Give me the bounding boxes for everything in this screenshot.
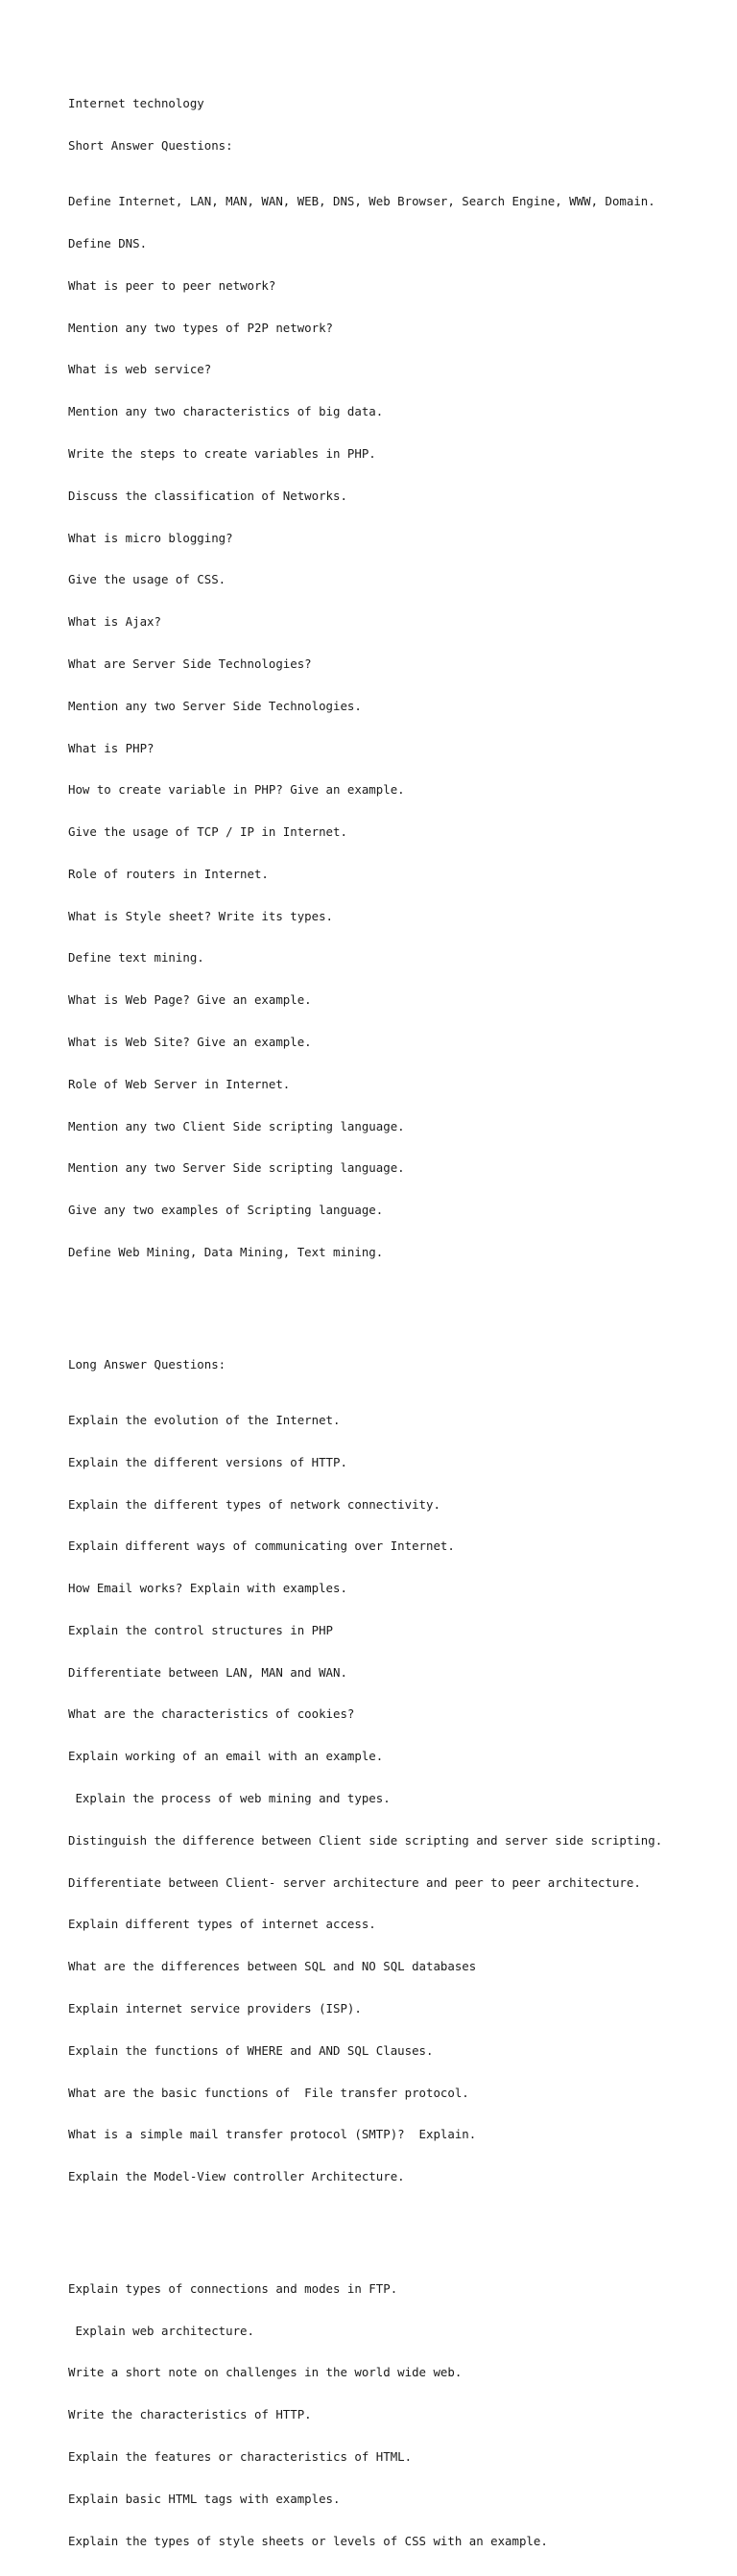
short-question: Write the steps to create variables in PHP. — [68, 446, 376, 462]
long-question: Explain the Model-View controller Architecture. — [68, 2169, 405, 2184]
short-question: Define DNS. — [68, 236, 148, 251]
short-question: Discuss the classification of Networks. — [68, 488, 347, 503]
long-question: Explain the evolution of the Internet. — [68, 1413, 341, 1427]
short-question: What is micro blogging? — [68, 530, 233, 545]
short-question: What is Web Page? Give an example. — [68, 992, 312, 1008]
long-question: Differentiate between Client- server architecture and peer to peer architecture. — [68, 1874, 641, 1890]
short-question: Role of routers in Internet. — [68, 866, 269, 881]
long-question: Explain internet service providers (ISP). — [68, 2000, 362, 2015]
long-question: What is a simple mail transfer protocol (SMTP)? Explain. — [68, 2127, 477, 2142]
short-question: What is Web Site? Give an example. — [68, 1034, 312, 1049]
short-question: Define Internet, LAN, MAN, WAN, WEB, DNS, Web Browser, Search Engine, WWW, Domain. — [68, 194, 655, 209]
long-question: Differentiate between LAN, MAN and WAN. — [68, 1664, 347, 1680]
long-question-extra: Explain web architecture. — [68, 2323, 254, 2338]
long-question-extra: Explain types of connections and modes in FTP. — [68, 2280, 398, 2296]
long-question-extra: Explain the types of style sheets or levels of CSS with an example. — [68, 2533, 548, 2548]
short-question: Mention any two characteristics of big data. — [68, 404, 384, 419]
long-question: Explain different types of internet access. — [68, 1917, 376, 1932]
short-question: What is web service? — [68, 362, 212, 377]
blank-line — [68, 2226, 730, 2240]
long-question: What are the basic functions of File transfer protocol. — [68, 2085, 469, 2100]
short-question: Define Web Mining, Data Mining, Text mining. — [68, 1244, 384, 1259]
blank-line — [68, 1301, 730, 1316]
long-question-extra: Explain the features or characteristics of HTML. — [68, 2448, 413, 2464]
long-question: Explain the different versions of HTTP. — [68, 1454, 347, 1469]
short-question: Role of Web Server in Internet. — [68, 1076, 291, 1091]
long-question: Explain the control structures in PHP — [68, 1622, 334, 1637]
long-question: What are the differences between SQL and NO SQL databases — [68, 1959, 477, 1974]
long-question: How Email works? Explain with examples. — [68, 1581, 347, 1596]
short-question: Mention any two Client Side scripting language. — [68, 1118, 405, 1133]
long-question: Explain different ways of communicating over Internet. — [68, 1538, 455, 1554]
short-question: Mention any two types of P2P network? — [68, 320, 334, 335]
short-question: What is Style sheet? Write its types. — [68, 908, 334, 923]
short-question: What is peer to peer network? — [68, 277, 276, 293]
long-question: Explain the functions of WHERE and AND SQL Clauses. — [68, 2042, 434, 2058]
short-question: What are Server Side Technologies? — [68, 656, 312, 671]
long-question: Distinguish the difference between Client side scripting and server side scripting. — [68, 1832, 663, 1848]
long-question: Explain the different types of network connectivity. — [68, 1496, 440, 1512]
short-answer-heading: Short Answer Questions: — [68, 137, 233, 153]
long-question: Explain the process of web mining and types. — [68, 1791, 391, 1806]
document-title: Internet technology — [68, 96, 204, 111]
document-content — [68, 69, 730, 2576]
short-question: Give any two examples of Scripting language. — [68, 1203, 384, 1218]
short-question: Give the usage of CSS. — [68, 572, 226, 587]
short-question: Mention any two Server Side scripting language. — [68, 1160, 405, 1176]
short-question: Define text mining. — [68, 950, 204, 966]
long-answer-heading: Long Answer Questions: — [68, 1356, 226, 1371]
long-question: What are the characteristics of cookies? — [68, 1706, 355, 1722]
long-question: Explain working of an email with an example. — [68, 1749, 384, 1764]
long-question-extra: Write a short note on challenges in the world wide web. — [68, 2365, 463, 2380]
short-question: Mention any two Server Side Technologies. — [68, 698, 362, 713]
long-question-extra: Explain basic HTML tags with examples. — [68, 2491, 341, 2506]
short-question: What is Ajax? — [68, 614, 161, 630]
short-question: What is PHP? — [68, 740, 155, 755]
long-question-extra: Write the characteristics of HTTP. — [68, 2407, 312, 2422]
short-question: How to create variable in PHP? Give an example. — [68, 782, 405, 798]
short-question: Give the usage of TCP / IP in Internet. — [68, 824, 347, 840]
